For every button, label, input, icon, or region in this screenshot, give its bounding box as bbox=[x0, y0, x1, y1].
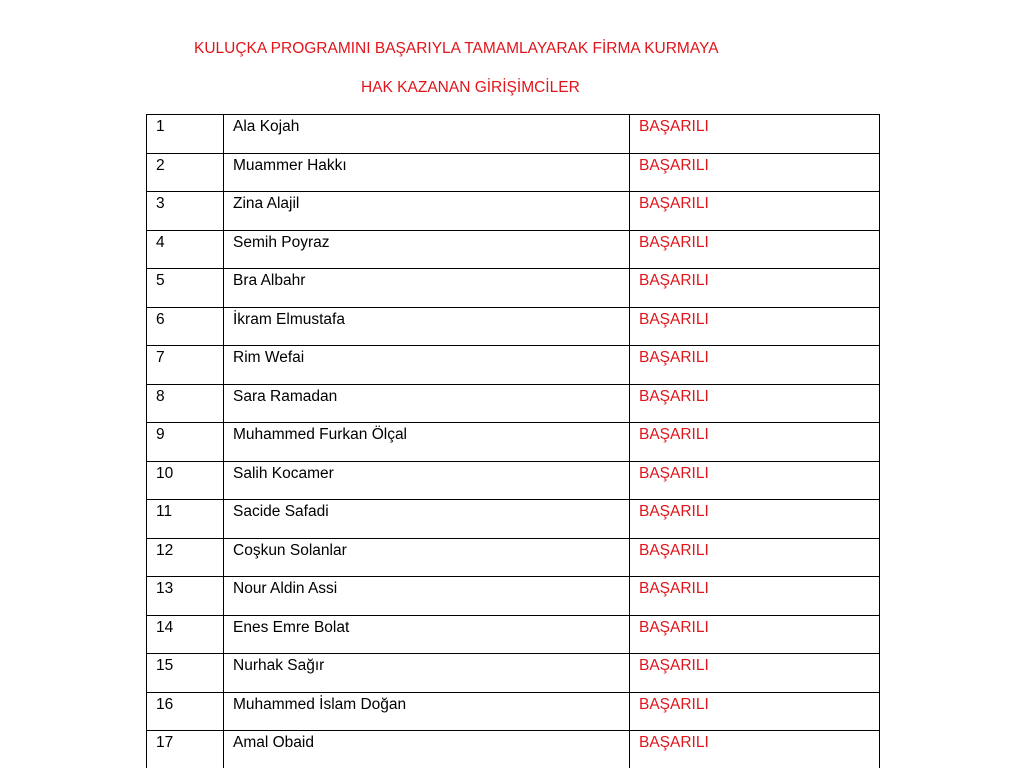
row-number: 11 bbox=[147, 500, 224, 539]
status-cell: BAŞARILI bbox=[630, 192, 880, 231]
table-row bbox=[147, 615, 880, 654]
status-cell: BAŞARILI bbox=[630, 230, 880, 269]
entrepreneur-name: Coşkun Solanlar bbox=[224, 538, 630, 577]
status-cell: BAŞARILI bbox=[630, 461, 880, 500]
entrepreneur-name: Semih Poyraz bbox=[224, 230, 630, 269]
status-cell: BAŞARILI bbox=[630, 269, 880, 308]
status-cell: BAŞARILI bbox=[630, 153, 880, 192]
status-cell: BAŞARILI bbox=[630, 423, 880, 462]
entrepreneur-name: Muhammed Furkan Ölçal bbox=[224, 423, 630, 462]
status-cell: BAŞARILI bbox=[630, 307, 880, 346]
row-number: 10 bbox=[147, 461, 224, 500]
table-row bbox=[147, 230, 880, 269]
table-row bbox=[147, 384, 880, 423]
table-row bbox=[147, 577, 880, 616]
status-cell: BAŞARILI bbox=[630, 538, 880, 577]
table-row bbox=[147, 346, 880, 385]
entrepreneur-name: Bra Albahr bbox=[224, 269, 630, 308]
document-title-line-1: KULUÇKA PROGRAMINI BAŞARIYLA TAMAMLAYARAK FİRMA KURMAYA bbox=[194, 40, 719, 57]
table-row bbox=[147, 115, 880, 154]
status-cell: BAŞARILI bbox=[630, 346, 880, 385]
row-number: 9 bbox=[147, 423, 224, 462]
entrepreneur-name: Sara Ramadan bbox=[224, 384, 630, 423]
status-cell: BAŞARILI bbox=[630, 500, 880, 539]
row-number: 4 bbox=[147, 230, 224, 269]
table-row bbox=[147, 731, 880, 768]
row-number: 17 bbox=[147, 731, 224, 768]
table-row bbox=[147, 269, 880, 308]
entrepreneur-name: Sacide Safadi bbox=[224, 500, 630, 539]
row-number: 1 bbox=[147, 115, 224, 154]
row-number: 8 bbox=[147, 384, 224, 423]
status-cell: BAŞARILI bbox=[630, 692, 880, 731]
table-row bbox=[147, 192, 880, 231]
row-number: 6 bbox=[147, 307, 224, 346]
entrepreneur-name: Salih Kocamer bbox=[224, 461, 630, 500]
table-row bbox=[147, 654, 880, 693]
entrepreneur-name: Zina Alajil bbox=[224, 192, 630, 231]
status-cell: BAŞARILI bbox=[630, 577, 880, 616]
entrepreneur-name: Ala Kojah bbox=[224, 115, 630, 154]
entrepreneur-name: Muammer Hakkı bbox=[224, 153, 630, 192]
entrepreneur-name: Enes Emre Bolat bbox=[224, 615, 630, 654]
row-number: 12 bbox=[147, 538, 224, 577]
table-row bbox=[147, 500, 880, 539]
entrepreneur-name: İkram Elmustafa bbox=[224, 307, 630, 346]
status-cell: BAŞARILI bbox=[630, 615, 880, 654]
table-row bbox=[147, 692, 880, 731]
entrepreneur-name: Amal Obaid bbox=[224, 731, 630, 768]
table-row bbox=[147, 153, 880, 192]
row-number: 2 bbox=[147, 153, 224, 192]
entrepreneurs-table bbox=[146, 114, 880, 768]
row-number: 7 bbox=[147, 346, 224, 385]
table-row bbox=[147, 461, 880, 500]
entrepreneur-name: Nurhak Sağır bbox=[224, 654, 630, 693]
table-row bbox=[147, 538, 880, 577]
status-cell: BAŞARILI bbox=[630, 654, 880, 693]
row-number: 15 bbox=[147, 654, 224, 693]
entrepreneur-name: Muhammed İslam Doğan bbox=[224, 692, 630, 731]
status-cell: BAŞARILI bbox=[630, 115, 880, 154]
table-row bbox=[147, 307, 880, 346]
status-cell: BAŞARILI bbox=[630, 384, 880, 423]
table-row bbox=[147, 423, 880, 462]
entrepreneur-name: Rim Wefai bbox=[224, 346, 630, 385]
row-number: 16 bbox=[147, 692, 224, 731]
entrepreneur-name: Nour Aldin Assi bbox=[224, 577, 630, 616]
table-body bbox=[147, 115, 880, 768]
row-number: 14 bbox=[147, 615, 224, 654]
document-title-line-2: HAK KAZANAN GİRİŞİMCİLER bbox=[361, 79, 580, 96]
row-number: 3 bbox=[147, 192, 224, 231]
status-cell: BAŞARILI bbox=[630, 731, 880, 768]
row-number: 5 bbox=[147, 269, 224, 308]
row-number: 13 bbox=[147, 577, 224, 616]
